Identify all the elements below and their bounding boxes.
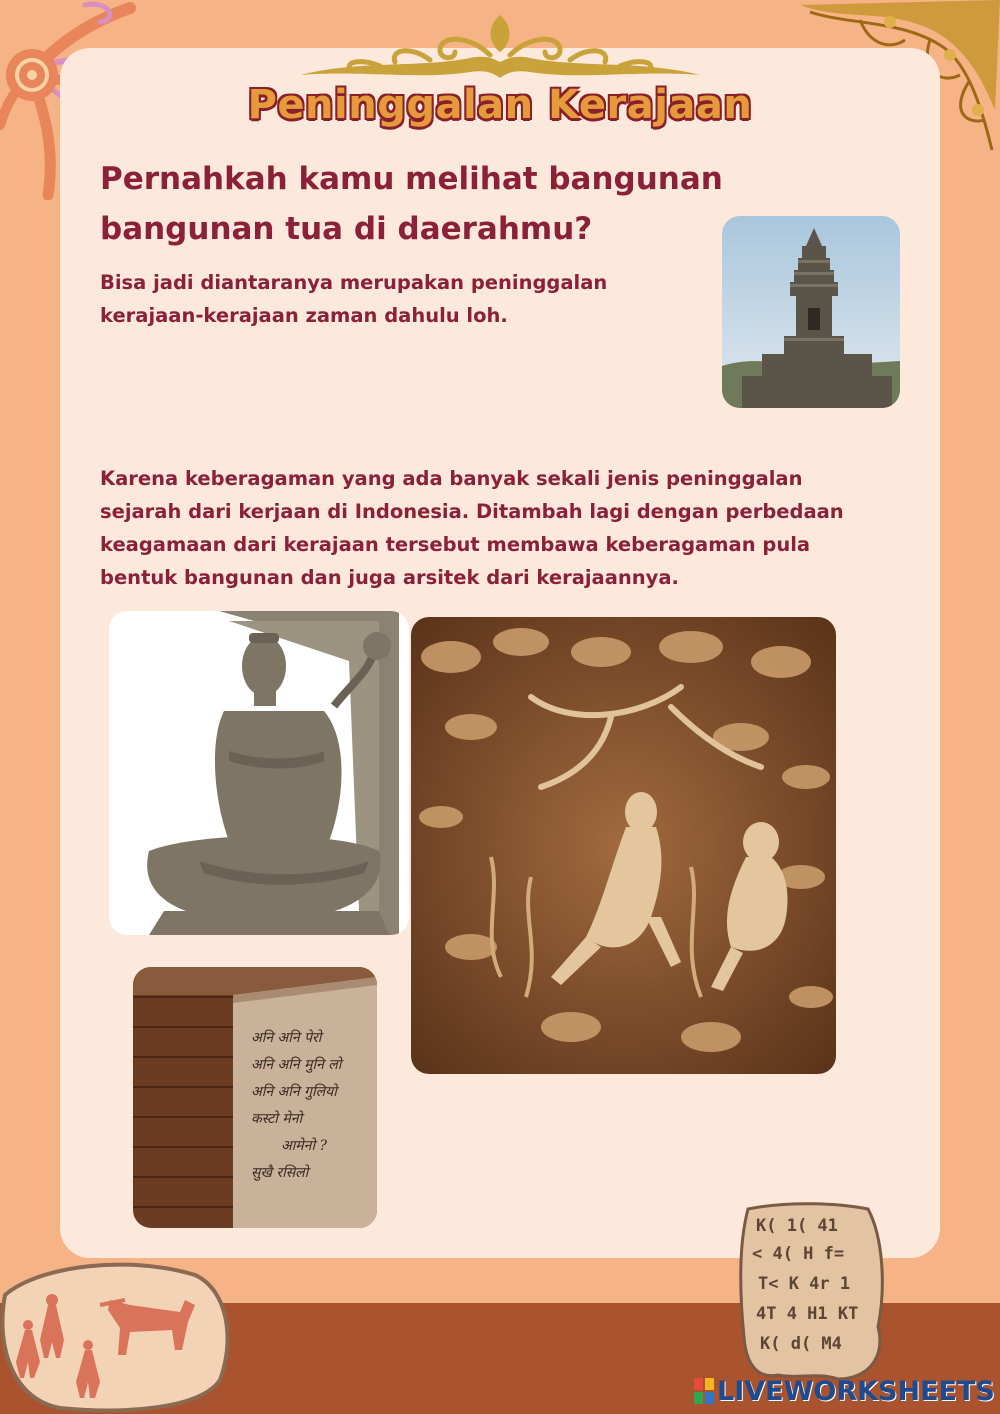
golden-crown-ornament-icon — [300, 10, 700, 85]
inscription-line: आमेनो ? — [281, 1138, 328, 1154]
inscription-line: अनि अनि पेरो — [251, 1030, 322, 1046]
svg-text:K( 1( 41: K( 1( 41 — [756, 1216, 838, 1236]
intro-text: Bisa jadi diantaranya merupakan peninggalan kerajaan-kerajaan zaman dahulu loh. — [100, 271, 608, 327]
svg-text:T< K 4r 1: T< K 4r 1 — [758, 1274, 851, 1294]
body-text: Karena keberagaman yang ada banyak sekali jenis peninggalan sejarah dari kerjaan di Indonesia. Ditambah lagi dengan perbedaan keagamaan dari kerajaan tersebut membawa keberagaman pula bentuk bangunan dan juga arsitek dari kerajaannya. — [100, 467, 844, 589]
liveworksheets-mark-icon — [694, 1378, 714, 1404]
statue-photo — [109, 611, 409, 935]
svg-text:K( d( M4: K( d( M4 — [760, 1334, 842, 1354]
inscription-stone-photo — [133, 967, 377, 1228]
temple-photo — [722, 216, 900, 408]
question-heading: Pernahkah kamu melihat bangunan bangunan tua di daerahmu? — [100, 161, 723, 247]
cave-painting-stone-icon — [0, 1250, 235, 1414]
relief-carving-photo — [411, 617, 836, 1074]
inscription-line: कस्टो मेनो — [251, 1111, 303, 1127]
inscription-text — [251, 1025, 375, 1187]
svg-text:4T 4 H1 KT: 4T 4 H1 KT — [756, 1304, 859, 1324]
page-title: Peninggalan Kerajaan — [247, 82, 753, 128]
inscription-line: अनि अनि गुलियो — [251, 1084, 337, 1100]
liveworksheets-logo[interactable] — [694, 1374, 995, 1408]
cuneiform-tablet-icon — [738, 1197, 888, 1382]
svg-text:< 4( H f=: < 4( H f= — [752, 1244, 845, 1264]
inscription-line: सुखै रसिलो — [251, 1165, 309, 1181]
inscription-line: अनि अनि मुनि लो — [251, 1057, 342, 1073]
brand-text: LIVEWORKSHEETS — [717, 1375, 995, 1407]
